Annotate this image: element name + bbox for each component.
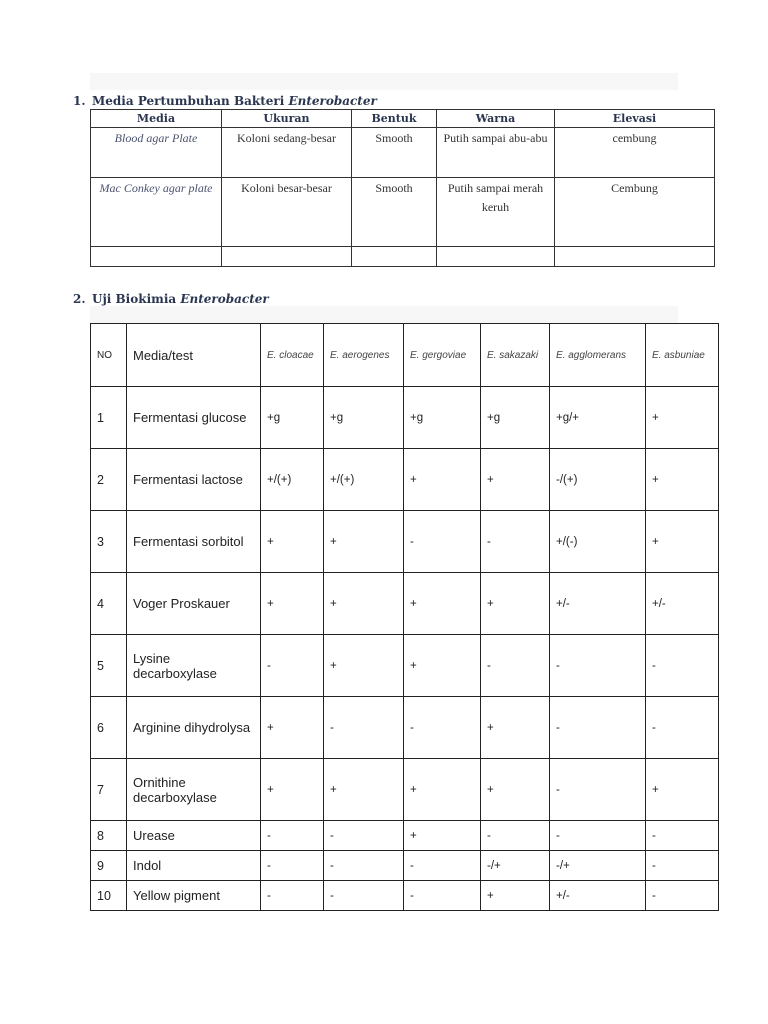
row-number: 8 — [91, 821, 127, 851]
test-result: +g/+ — [550, 387, 646, 449]
test-result: - — [550, 697, 646, 759]
table-cell: Blood agar Plate — [91, 128, 222, 178]
section2-heading — [73, 292, 269, 306]
table-cell: Putih sampai merah keruh — [437, 178, 555, 247]
row-number: 3 — [91, 511, 127, 573]
table-row — [91, 881, 719, 911]
table-row — [91, 511, 719, 573]
test-result: +/- — [550, 881, 646, 911]
test-result: - — [481, 635, 550, 697]
test-result: - — [550, 821, 646, 851]
test-result: - — [324, 851, 404, 881]
test-name: Fermentasi sorbitol — [127, 511, 261, 573]
column-header: Warna — [437, 110, 555, 128]
table-row — [91, 449, 719, 511]
test-result: - — [646, 697, 719, 759]
section2-number: 2. — [73, 292, 86, 306]
column-header: NO — [91, 324, 127, 387]
table-cell — [437, 247, 555, 267]
test-result: +/- — [646, 573, 719, 635]
test-result: - — [324, 697, 404, 759]
column-header: Media — [91, 110, 222, 128]
test-name: Lysine decarboxylase — [127, 635, 261, 697]
table-cell: Koloni sedang-besar — [222, 128, 352, 178]
test-result: - — [646, 821, 719, 851]
test-result: + — [261, 511, 324, 573]
test-result: +/(+) — [324, 449, 404, 511]
test-result: +/- — [550, 573, 646, 635]
test-result: +g — [481, 387, 550, 449]
test-result: - — [404, 851, 481, 881]
test-result: + — [324, 635, 404, 697]
table-row — [91, 851, 719, 881]
table-row — [91, 128, 715, 178]
test-result: - — [481, 821, 550, 851]
test-result: + — [646, 759, 719, 821]
test-result: -/(+) — [550, 449, 646, 511]
table-row-empty — [91, 247, 715, 267]
test-result: + — [404, 635, 481, 697]
test-result: - — [404, 881, 481, 911]
test-result: + — [481, 697, 550, 759]
test-result: + — [481, 881, 550, 911]
growth-media-table — [90, 109, 715, 267]
test-result: - — [646, 881, 719, 911]
test-result: + — [324, 511, 404, 573]
row-number: 6 — [91, 697, 127, 759]
table-cell — [352, 247, 437, 267]
test-result: + — [261, 573, 324, 635]
test-result: + — [646, 449, 719, 511]
table-header-row — [91, 110, 715, 128]
column-header: E. asbuniae — [646, 324, 719, 387]
table-cell: Koloni besar-besar — [222, 178, 352, 247]
test-result: - — [550, 759, 646, 821]
column-header: Elevasi — [555, 110, 715, 128]
section1-number: 1. — [73, 94, 86, 108]
test-result: + — [481, 759, 550, 821]
table-row — [91, 178, 715, 247]
test-result: + — [324, 573, 404, 635]
test-result: - — [550, 635, 646, 697]
row-number: 5 — [91, 635, 127, 697]
row-number: 10 — [91, 881, 127, 911]
row-number: 7 — [91, 759, 127, 821]
table-row — [91, 573, 719, 635]
table-cell: Cembung — [555, 178, 715, 247]
table-row — [91, 387, 719, 449]
section1-title: Media Pertumbuhan Bakteri — [92, 94, 285, 108]
test-result: + — [324, 759, 404, 821]
test-result: +g — [261, 387, 324, 449]
column-header: E. sakazaki — [481, 324, 550, 387]
column-header: E. aerogenes — [324, 324, 404, 387]
row-number: 9 — [91, 851, 127, 881]
test-name: Urease — [127, 821, 261, 851]
test-result: - — [324, 821, 404, 851]
table-cell: Putih sampai abu-abu — [437, 128, 555, 178]
column-header: E. gergoviae — [404, 324, 481, 387]
row-number: 2 — [91, 449, 127, 511]
test-name: Fermentasi glucose — [127, 387, 261, 449]
test-result: -/+ — [481, 851, 550, 881]
test-result: - — [404, 697, 481, 759]
test-result: + — [646, 511, 719, 573]
test-result: - — [261, 821, 324, 851]
test-result: + — [404, 573, 481, 635]
section1-title-italic: Enterobacter — [288, 94, 377, 108]
row-number: 1 — [91, 387, 127, 449]
test-result: +/(+) — [261, 449, 324, 511]
table-header-row — [91, 324, 719, 387]
test-name: Voger Proskauer — [127, 573, 261, 635]
test-result: - — [481, 511, 550, 573]
test-result: + — [481, 573, 550, 635]
test-result: +g — [404, 387, 481, 449]
table-cell: Smooth — [352, 128, 437, 178]
biochemical-test-table — [90, 323, 719, 911]
section2-title: Uji Biokimia — [92, 292, 177, 306]
test-result: - — [324, 881, 404, 911]
column-header: Media/test — [127, 324, 261, 387]
test-result: - — [261, 881, 324, 911]
column-header: E. cloacae — [261, 324, 324, 387]
table-cell: Mac Conkey agar plate — [91, 178, 222, 247]
test-name: Ornithine decarboxylase — [127, 759, 261, 821]
test-result: + — [404, 759, 481, 821]
test-result: - — [261, 635, 324, 697]
test-result: + — [481, 449, 550, 511]
test-result: - — [261, 851, 324, 881]
table-cell: Smooth — [352, 178, 437, 247]
test-result: - — [404, 511, 481, 573]
table-row — [91, 759, 719, 821]
column-header: Bentuk — [352, 110, 437, 128]
table-row — [91, 821, 719, 851]
test-result: + — [404, 821, 481, 851]
test-result: + — [404, 449, 481, 511]
test-result: +g — [324, 387, 404, 449]
table-cell: cembung — [555, 128, 715, 178]
section2-title-italic: Enterobacter — [180, 292, 269, 306]
test-name: Yellow pigment — [127, 881, 261, 911]
test-result: - — [646, 851, 719, 881]
column-header: Ukuran — [222, 110, 352, 128]
table-cell — [222, 247, 352, 267]
test-name: Arginine dihydrolysa — [127, 697, 261, 759]
table-row — [91, 697, 719, 759]
test-result: - — [646, 635, 719, 697]
test-name: Fermentasi lactose — [127, 449, 261, 511]
section1-heading — [73, 94, 377, 108]
test-result: -/+ — [550, 851, 646, 881]
header-band-1 — [90, 73, 678, 90]
header-band-2 — [90, 306, 678, 323]
table-cell — [555, 247, 715, 267]
test-result: + — [261, 759, 324, 821]
test-result: + — [646, 387, 719, 449]
row-number: 4 — [91, 573, 127, 635]
table-row — [91, 635, 719, 697]
table-cell — [91, 247, 222, 267]
test-result: + — [261, 697, 324, 759]
test-name: Indol — [127, 851, 261, 881]
test-result: +/(-) — [550, 511, 646, 573]
column-header: E. agglomerans — [550, 324, 646, 387]
